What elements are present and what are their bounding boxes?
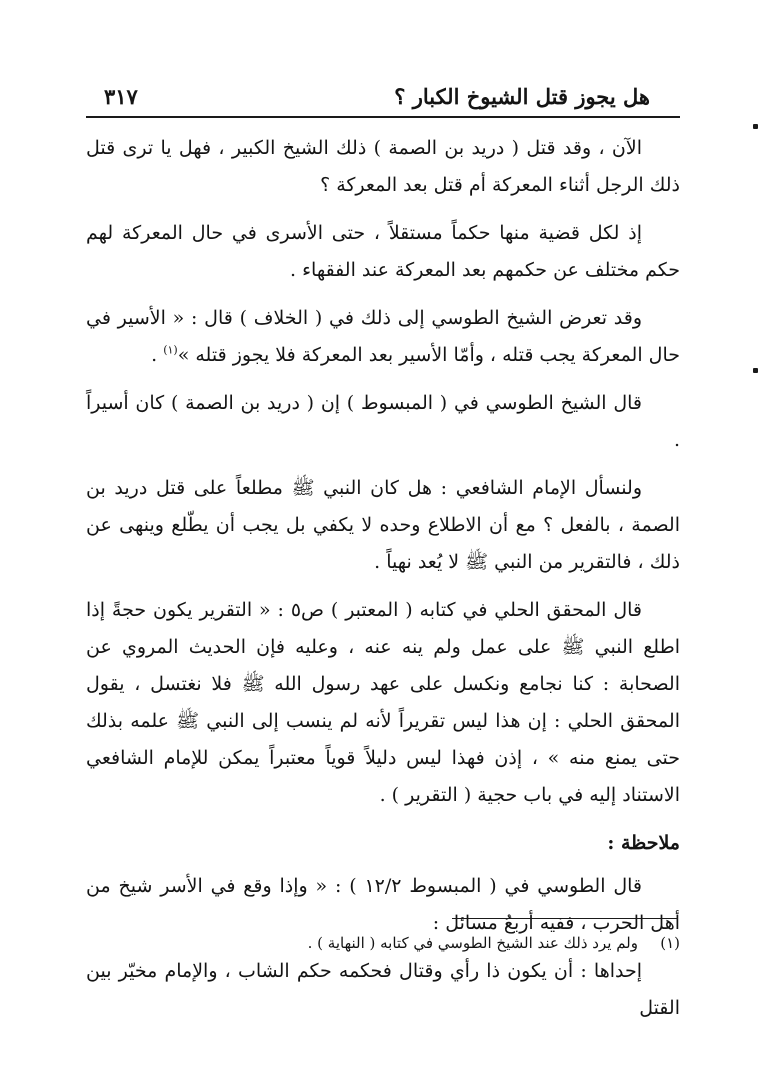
paragraph-2: إذ لكل قضية منها حكماً مستقلاً ، حتى الأسرى في حال المعركة لهم حكم مختلف عن حكمهم بعد المعركة عند الفقهاء . bbox=[86, 222, 680, 281]
paragraph-6: قال المحقق الحلي في كتابه ( المعتبر ) ص٥ : « التقرير يكون حجةً إذا اطلع النبي ﷺ على عمل ولم ينه عنه ، وعليه فإن الحديث المروي عن الصحابة : كنا نجامع ونكسل على عهد رسول الله ﷺ فلا نغتسل ، يقول المحقق الحلي : إن هذا ليس تقريراً لأنه لم ينسب إلى النبي ﷺ علمه بذلك حتى يمنع منه » ، إذن فهذا ليس دليلاً قوياً معتبراً يمكن للإمام الشافعي الاستناد إليه في باب حجية ( التقرير ) . bbox=[86, 599, 680, 806]
footnote-reference[interactable]: (١) bbox=[163, 343, 178, 357]
footnote bbox=[86, 930, 680, 956]
footnote-number: (١) bbox=[660, 934, 680, 952]
paragraph-7: قال الطوسي في ( المبسوط ١٢/٢ ) : « وإذا وقع في الأسر شيخ من أهل الحرب ، ففيه أربعُ مسائل : bbox=[86, 875, 680, 934]
paragraph-4: قال الشيخ الطوسي في ( المبسوط ) إن ( دريد بن الصمة ) كان أسيراً . bbox=[86, 392, 680, 451]
page-number: ٣١٧ bbox=[104, 84, 138, 109]
paragraph-3 bbox=[86, 300, 680, 374]
margin-mark bbox=[753, 368, 758, 373]
header-rule bbox=[86, 116, 680, 118]
note-heading: ملاحظة : bbox=[607, 832, 680, 854]
page-header bbox=[86, 82, 680, 116]
footnote-rule bbox=[452, 918, 678, 919]
margin-mark bbox=[753, 124, 758, 129]
paragraph-1: الآن ، وقد قتل ( دريد بن الصمة ) ذلك الشيخ الكبير ، فهل يا ترى قتل ذلك الرجل أثناء المعركة أم قتل بعد المعركة ؟ bbox=[86, 137, 680, 196]
footnote-text: ولم يرد ذلك عند الشيخ الطوسي في كتابه ( النهاية ) . bbox=[307, 934, 638, 952]
paragraph-5: ولنسأل الإمام الشافعي : هل كان النبي ﷺ مطلعاً على قتل دريد بن الصمة ، بالفعل ؟ مع أن الاطلاع وحده لا يكفي بل يجب أن يطّلع وينهى عن ذلك ، فالتقرير من النبي ﷺ لا يُعد نهياً . bbox=[86, 477, 680, 573]
paragraph-3-text: وقد تعرض الشيخ الطوسي إلى ذلك في ( الخلاف ) قال : « الأسير في حال المعركة يجب قتله ، وأمّا الأسير بعد المعركة فلا يجوز قتله » bbox=[86, 307, 680, 366]
paragraph-8: إحداها : أن يكون ذا رأي وقتال فحكمه حكم الشاب ، والإمام مخيّر بين القتل bbox=[86, 960, 680, 1019]
body-text bbox=[86, 130, 680, 1038]
paragraph-3-tail: . bbox=[151, 344, 164, 366]
running-title: هل يجوز قتل الشيوخ الكبار ؟ bbox=[394, 84, 650, 109]
